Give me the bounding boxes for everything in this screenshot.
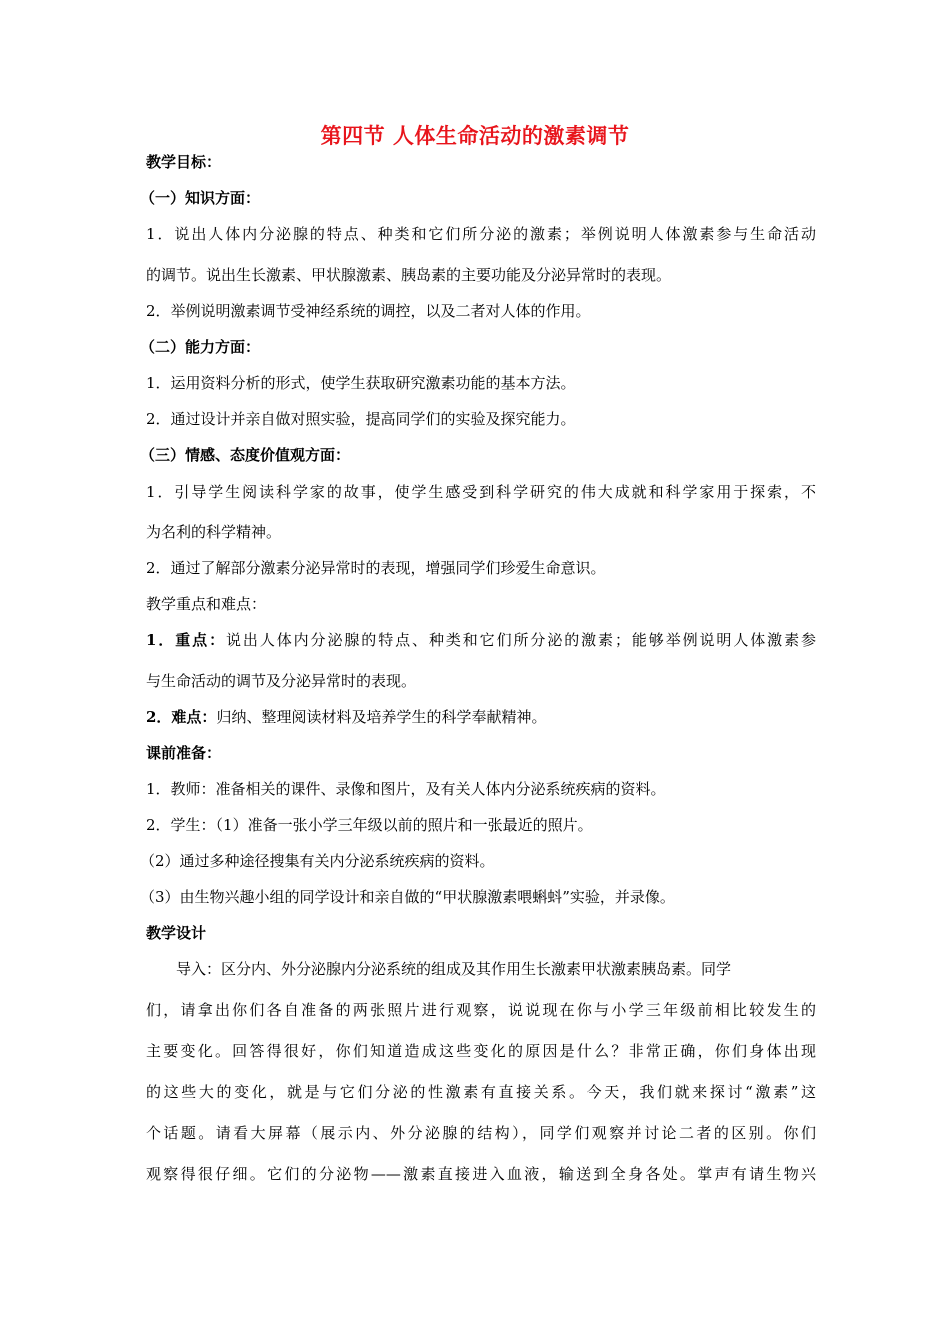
heading-design: 教学设计 <box>146 924 207 942</box>
document-title: 第四节 人体生命活动的激素调节 <box>320 123 630 148</box>
paragraph-line: 们，请拿出你们各自准备的两张照片进行观察，说说现在你与小学三年级前相比较发生的 <box>146 1001 816 1019</box>
paragraph-line: 导入：区分内、外分泌腺内分泌系统的组成及其作用生长激素甲状激素胰岛素。同学 <box>176 960 732 978</box>
heading-preparation: 课前准备： <box>146 744 222 762</box>
subheading-knowledge: （一）知识方面： <box>140 189 261 207</box>
paragraph-line: 1．教师：准备相关的课件、录像和图片，及有关人体内分泌系统疾病的资料。 <box>146 780 666 798</box>
paragraph-line: 主要变化。回答得很好，你们知道造成这些变化的原因是什么？非常正确，你们身体出现 <box>146 1042 816 1060</box>
paragraph-line: 2．通过设计并亲自做对照实验，提高同学们的实验及探究能力。 <box>146 410 576 428</box>
paragraph-line: 观察得很仔细。它们的分泌物——激素直接进入血液，输送到全身各处。掌声有请生物兴 <box>146 1165 816 1183</box>
paragraph-line: 的调节。说出生长激素、甲状腺激素、胰岛素的主要功能及分泌异常时的表现。 <box>146 266 672 284</box>
paragraph-line: 2．学生：（1）准备一张小学三年级以前的照片和一张最近的照片。 <box>146 816 593 834</box>
paragraph-line: 的这些大的变化，就是与它们分泌的性激素有直接关系。今天，我们就来探讨“激素”这 <box>146 1083 816 1101</box>
paragraph-line: 个话题。请看大屏幕（展示内、外分泌腺的结构），同学们观察并讨论二者的区别。你们 <box>146 1124 816 1142</box>
paragraph-line: 1．说出人体内分泌腺的特点、种类和它们所分泌的激素；举例说明人体激素参与生命活动 <box>146 225 816 243</box>
difficulty-label: 2．难点： <box>146 708 217 726</box>
paragraph-line: （3）由生物兴趣小组的同学设计和亲自做的“甲状腺激素喂蝌蚪”实验，并录像。 <box>140 888 675 906</box>
heading-key-points: 教学重点和难点： <box>146 595 267 613</box>
paragraph-line: 2．通过了解部分激素分泌异常时的表现，增强同学们珍爱生命意识。 <box>146 559 606 577</box>
subheading-attitude: （三）情感、态度价值观方面： <box>140 446 351 464</box>
heading-teaching-goals: 教学目标： <box>146 153 222 171</box>
paragraph-line: 为名利的科学精神。 <box>146 523 282 541</box>
paragraph-difficulty <box>146 706 816 728</box>
key-point-text: 说出人体内分泌腺的特点、种类和它们所分泌的激素；能够举例说明人体激素参 <box>226 631 816 649</box>
paragraph-key-point <box>146 629 816 651</box>
paragraph-line: 1．运用资料分析的形式，使学生获取研究激素功能的基本方法。 <box>146 374 576 392</box>
paragraph-line: 1．引导学生阅读科学家的故事，使学生感受到科学研究的伟大成就和科学家用于探索，不 <box>146 483 816 501</box>
paragraph-line: 与生命活动的调节及分泌异常时的表现。 <box>146 672 417 690</box>
difficulty-text: 归纳、整理阅读材料及培养学生的科学奉献精神。 <box>216 708 547 726</box>
paragraph-line: （2）通过多种途径搜集有关内分泌系统疾病的资料。 <box>140 852 495 870</box>
subheading-ability: （二）能力方面： <box>140 338 261 356</box>
paragraph-line: 2．举例说明激素调节受神经系统的调控，以及二者对人体的作用。 <box>146 302 591 320</box>
key-point-label: 1．重点： <box>146 631 226 649</box>
